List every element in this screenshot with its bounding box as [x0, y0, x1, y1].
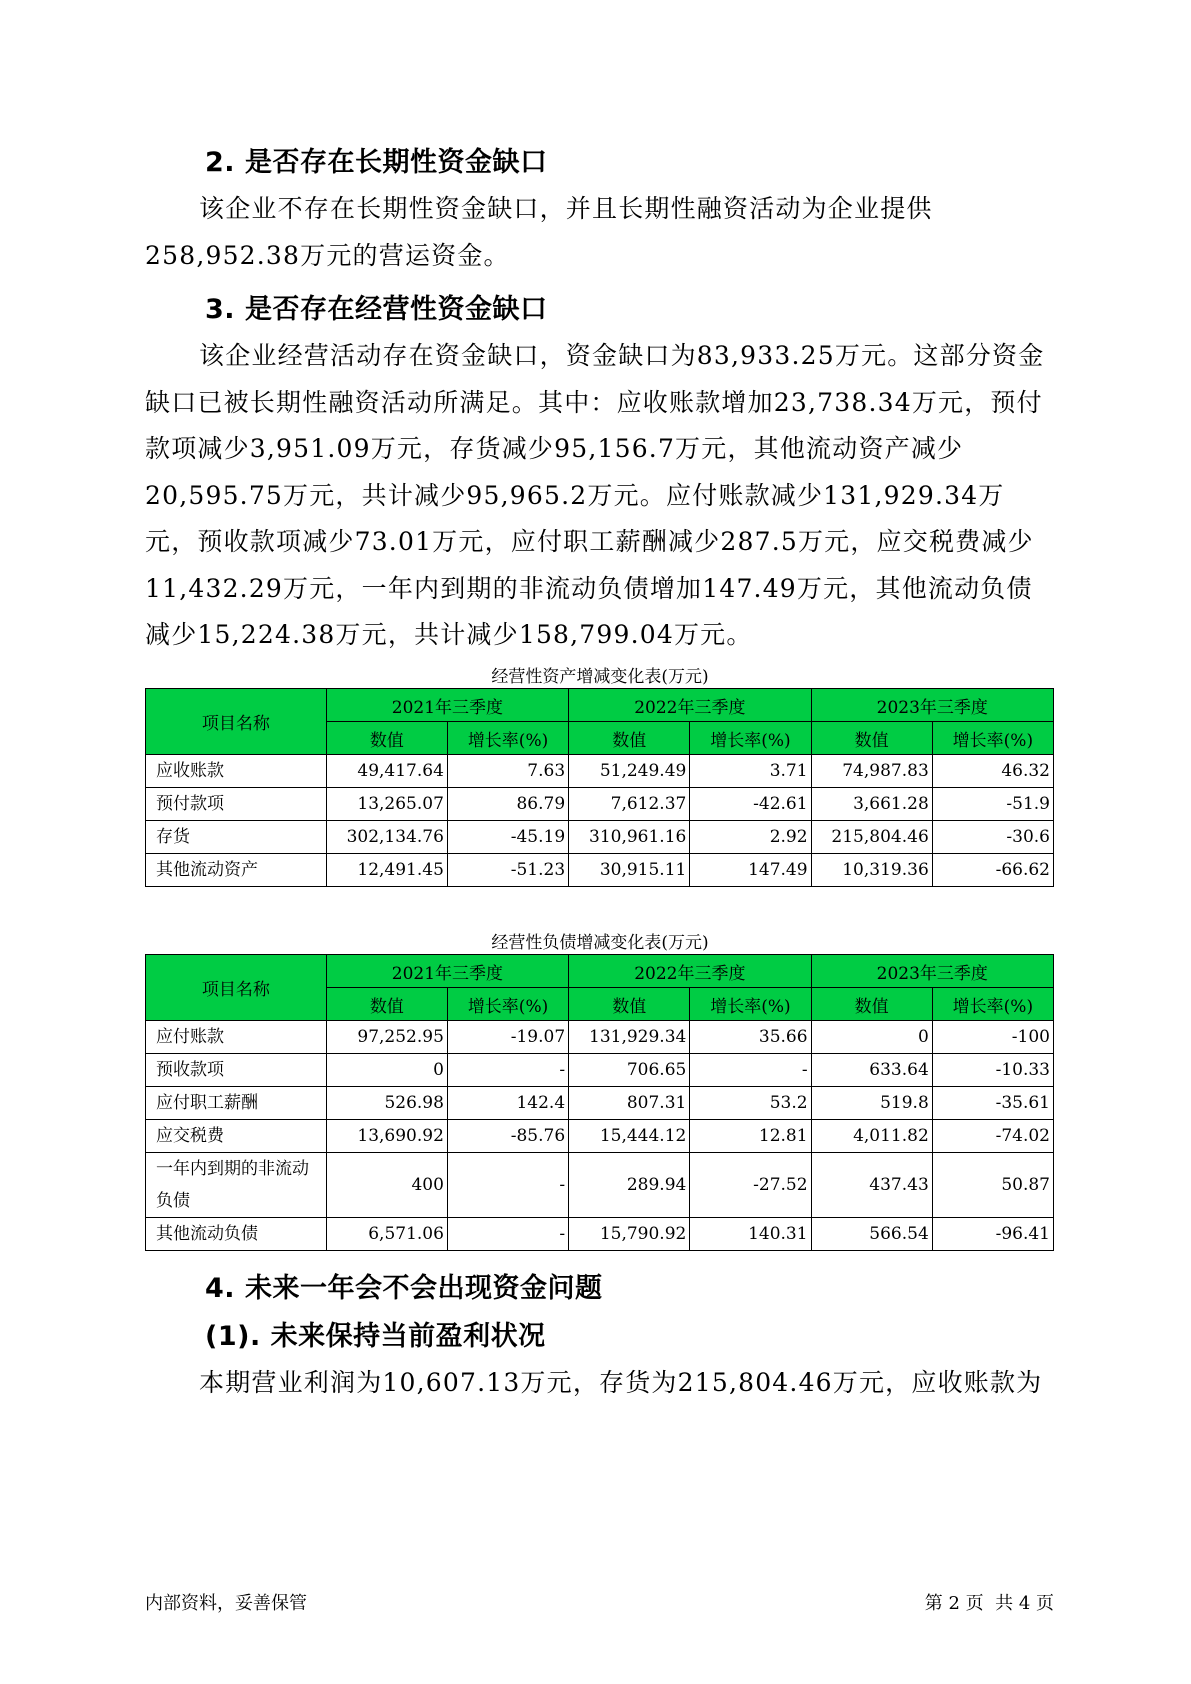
row-label: 其他流动负债	[146, 1218, 327, 1251]
footer-note: 内部资料，妥善保管	[145, 1593, 307, 1614]
growth-header: 增长率(%)	[447, 722, 568, 755]
growth-cell: -10.33	[932, 1054, 1053, 1087]
paragraph-profit: 本期营业利润为10,607.13万元，存货为215,804.46万元，应收账款为	[199, 1368, 1043, 1397]
value-cell: 13,265.07	[326, 788, 447, 821]
value-cell: 215,804.46	[811, 821, 932, 854]
value-cell: 3,661.28	[811, 788, 932, 821]
subsection-heading-4-1: (1). 未来保持当前盈利状况	[205, 1321, 546, 1352]
value-header: 数值	[326, 722, 447, 755]
growth-cell: -45.19	[447, 821, 568, 854]
row-label: 应收账款	[146, 755, 327, 788]
growth-cell: -100	[932, 1021, 1053, 1054]
period-header: 2023年三季度	[811, 689, 1053, 722]
row-label: 应交税费	[146, 1120, 327, 1153]
growth-header: 增长率(%)	[690, 988, 811, 1021]
value-cell: 633.64	[811, 1054, 932, 1087]
value-cell: 15,790.92	[569, 1218, 690, 1251]
value-cell: 12,491.45	[326, 854, 447, 887]
table-row	[146, 1087, 1054, 1120]
period-header: 2021年三季度	[326, 689, 568, 722]
period-header: 2022年三季度	[569, 955, 811, 988]
value-cell: 30,915.11	[569, 854, 690, 887]
value-header: 数值	[811, 722, 932, 755]
value-cell: 6,571.06	[326, 1218, 447, 1251]
liability-table-caption: 经营性负债增减变化表(万元)	[491, 933, 709, 953]
section-heading-4: 4. 未来一年会不会出现资金问题	[205, 1273, 603, 1304]
table-row	[146, 1021, 1054, 1054]
growth-cell: 147.49	[690, 854, 811, 887]
table-row	[146, 1218, 1054, 1251]
item-name-header: 项目名称	[146, 689, 327, 755]
paragraph-operating-gap: 该企业经营活动存在资金缺口，资金缺口为83,933.25万元。这部分资金缺口已被长期性融资活动所满足。其中：应收账款增加23,738.34万元，预付款项减少3,951.09万元，存货减少95,156.7万元，其他流动资产减少20,595.75万元，共计减少95,965.2万元。应付账款减少131,929.34万元，预收款项减少73.01万元，应付职工薪酬减少287.5万元，应交税费减少11,432.29万元，一年内到期的非流动负债增加147.49万元，其他流动负债减少15,224.38万元，共计减少158,799.04万元。	[145, 341, 1045, 649]
growth-cell: 7.63	[447, 755, 568, 788]
value-cell: 519.8	[811, 1087, 932, 1120]
item-name-header: 项目名称	[146, 955, 327, 1021]
value-cell: 97,252.95	[326, 1021, 447, 1054]
growth-cell: 140.31	[690, 1218, 811, 1251]
value-cell: 49,417.64	[326, 755, 447, 788]
period-header: 2023年三季度	[811, 955, 1053, 988]
value-cell: 310,961.16	[569, 821, 690, 854]
paragraph-long-term-gap: 该企业不存在长期性资金缺口，并且长期性融资活动为企业提供258,952.38万元的营运资金。	[145, 194, 933, 270]
period-header: 2022年三季度	[569, 689, 811, 722]
row-label: 应付职工薪酬	[146, 1087, 327, 1120]
growth-cell: 86.79	[447, 788, 568, 821]
growth-cell: -51.9	[932, 788, 1053, 821]
table-row	[146, 755, 1054, 788]
value-cell: 437.43	[811, 1153, 932, 1218]
growth-cell: -30.6	[932, 821, 1053, 854]
value-cell: 400	[326, 1153, 447, 1218]
value-cell: 302,134.76	[326, 821, 447, 854]
value-cell: 0	[811, 1021, 932, 1054]
value-header: 数值	[326, 988, 447, 1021]
value-header: 数值	[811, 988, 932, 1021]
table-header-row	[146, 955, 1054, 988]
value-cell: 706.65	[569, 1054, 690, 1087]
table-row	[146, 1120, 1054, 1153]
growth-cell: -35.61	[932, 1087, 1053, 1120]
row-label: 存货	[146, 821, 327, 854]
row-label: 预付款项	[146, 788, 327, 821]
value-cell: 289.94	[569, 1153, 690, 1218]
growth-header: 增长率(%)	[690, 722, 811, 755]
value-cell: 10,319.36	[811, 854, 932, 887]
growth-cell: 53.2	[690, 1087, 811, 1120]
section-heading-2: 2. 是否存在长期性资金缺口	[205, 147, 548, 178]
period-header: 2021年三季度	[326, 955, 568, 988]
growth-cell: 2.92	[690, 821, 811, 854]
row-label: 预收款项	[146, 1054, 327, 1087]
growth-header: 增长率(%)	[932, 722, 1053, 755]
row-label: 应付账款	[146, 1021, 327, 1054]
value-header: 数值	[569, 722, 690, 755]
value-cell: 15,444.12	[569, 1120, 690, 1153]
growth-header: 增长率(%)	[447, 988, 568, 1021]
row-label: 其他流动资产	[146, 854, 327, 887]
liability-change-table	[145, 954, 1054, 1251]
table-header-row	[146, 689, 1054, 722]
table-row	[146, 1054, 1054, 1087]
value-cell: 131,929.34	[569, 1021, 690, 1054]
growth-cell: 35.66	[690, 1021, 811, 1054]
growth-cell: 3.71	[690, 755, 811, 788]
asset-table-caption: 经营性资产增减变化表(万元)	[491, 667, 709, 687]
value-cell: 526.98	[326, 1087, 447, 1120]
growth-cell: 142.4	[447, 1087, 568, 1120]
growth-cell: -27.52	[690, 1153, 811, 1218]
growth-cell: -19.07	[447, 1021, 568, 1054]
growth-cell: -96.41	[932, 1218, 1053, 1251]
value-cell: 13,690.92	[326, 1120, 447, 1153]
growth-cell: -66.62	[932, 854, 1053, 887]
section-heading-3: 3. 是否存在经营性资金缺口	[205, 294, 548, 325]
page-number: 第 2 页 共 4 页	[924, 1593, 1054, 1614]
value-cell: 7,612.37	[569, 788, 690, 821]
value-cell: 0	[326, 1054, 447, 1087]
value-cell: 74,987.83	[811, 755, 932, 788]
growth-cell: -	[447, 1153, 568, 1218]
growth-header: 增长率(%)	[932, 988, 1053, 1021]
growth-cell: 50.87	[932, 1153, 1053, 1218]
row-label: 一年内到期的非流动负债	[146, 1153, 327, 1218]
table-row	[146, 788, 1054, 821]
table-row	[146, 821, 1054, 854]
growth-cell: -42.61	[690, 788, 811, 821]
value-header: 数值	[569, 988, 690, 1021]
table-row	[146, 1153, 1054, 1218]
growth-cell: -	[447, 1218, 568, 1251]
growth-cell: 12.81	[690, 1120, 811, 1153]
growth-cell: -85.76	[447, 1120, 568, 1153]
value-cell: 4,011.82	[811, 1120, 932, 1153]
value-cell: 566.54	[811, 1218, 932, 1251]
growth-cell: -	[447, 1054, 568, 1087]
growth-cell: -74.02	[932, 1120, 1053, 1153]
value-cell: 51,249.49	[569, 755, 690, 788]
table-row	[146, 854, 1054, 887]
growth-cell: 46.32	[932, 755, 1053, 788]
asset-change-table	[145, 688, 1054, 887]
value-cell: 807.31	[569, 1087, 690, 1120]
growth-cell: -51.23	[447, 854, 568, 887]
growth-cell: -	[690, 1054, 811, 1087]
